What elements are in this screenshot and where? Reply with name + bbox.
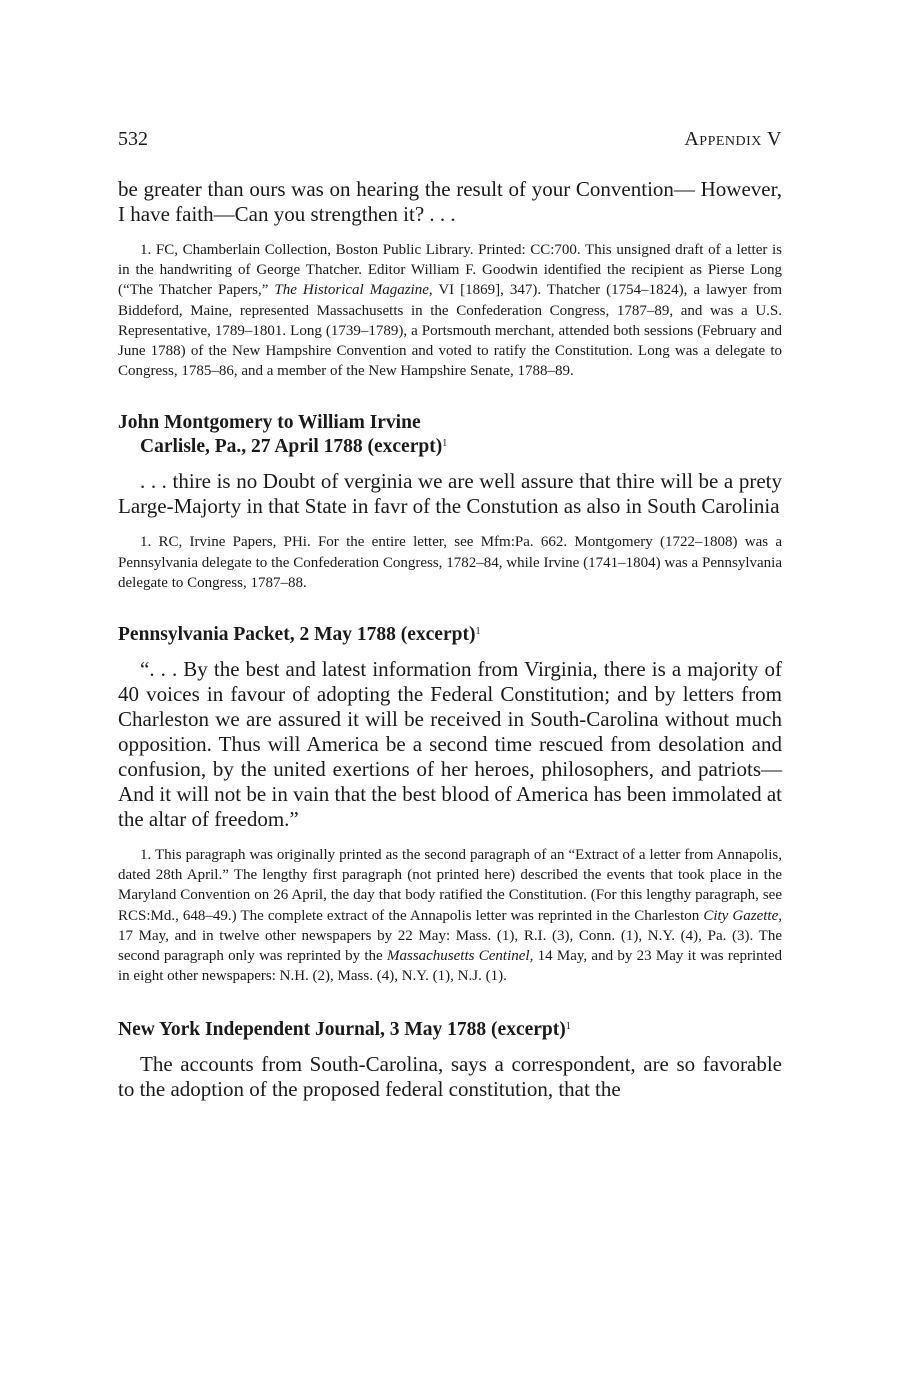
nyij-excerpt: The accounts from South-Carolina, says a correspondent, are so favorable to the adoption of the proposed federal constitution, that the [118,1052,782,1102]
footnote-montgomery: 1. RC, Irvine Papers, PHi. For the entire letter, see Mfm:Pa. 662. Montgomery (1722–1808) was a Pennsylvania delegate to the Confederation Congress, 1782–84, while Irvine (1741–1804) was a Pennsylvania delegate to Congress, 1787–88. [118,534,782,591]
footnote-italic: The Historical Magazine, [274,282,433,299]
footnote-packet [118,845,782,986]
heading-line-2: Carlisle, Pa., 27 April 1788 (excerpt)$^1$ [140,436,448,458]
running-title: Appendix V [684,128,782,150]
page-number: 532 [118,128,148,150]
footnote-marker: 1 [475,626,481,638]
continuation-text: be greater than ours was on hearing the result of your Convention— However, I have faith—Can you strengthen it? . . . [118,177,782,226]
footnote-text: 1. This paragraph was originally printed as the second paragraph of an “Extract of a letter from Annapolis, dated 28th April.” The lengthy first paragraph (not printed here) described the events that took place in the Maryland Convention on 26 April, the day that body ratified the Constitution. (For this lengthy paragraph, see RCS:Md., 648–49.) The complete extract of the Annapolis letter was reprinted in the Charleston [118,847,782,924]
packet-excerpt: “. . . By the best and latest information from Virginia, there is a majority of 40 voices in favour of adopting the Federal Constitution; and by letters from Charleston we are assured it will be received in South-Carolina without much opposition. Thus will America be a second time rescued from desolation and confusion, by the united exertions of her heroes, philosophers, and patriots—And it will not be in vain that the best blood of America has been immolated at the altar of freedom.” [118,657,782,832]
heading-new-york-independent-journal: New York Independent Journal, 3 May 1788 (excerpt)$^1$ [118,1019,571,1041]
footnote-marker: 1 [442,438,448,450]
heading-pennsylvania-packet: Pennsylvania Packet, 2 May 1788 (excerpt)$^1$ [118,624,481,646]
heading-montgomery [118,411,782,459]
page [118,128,782,1102]
footnote-text: 14 May, and by 23 May it was reprinted in eight other newspapers: N.H. (2), Mass. (4), N.Y. (1), N.J. (1). [118,948,782,985]
footnote-marker: 1 [565,1021,571,1033]
running-head [118,128,782,158]
footnote-italic: City Gazette, [703,907,782,924]
heading-line-1: John Montgomery to William Irvine [118,412,421,434]
footnote-text: 1. FC, Chamberlain Collection, Boston Public Library. Printed: CC:700. This unsigned draft of a letter is in the handwriting of George Thatcher. Editor William F. Goodwin identified the recipient as Pierse Long (“The Thatcher Papers,” [118,242,782,299]
montgomery-excerpt: . . . thire is no Doubt of verginia we are well assure that thire will be a prety Large-Majorty in that State in favr of the Constution as also in South Carolinia [118,469,782,519]
footnote-text: 17 May, and in twelve other newspapers by 22 May: Mass. (1), R.I. (3), Conn. (1), N.Y. (4), Pa. (3). The second paragraph only was reprinted by the [118,927,782,965]
footnote-thatcher [118,240,782,381]
footnote-text: VI [1869], 347). Thatcher (1754–1824), a lawyer from Biddeford, Maine, represented Massachusetts in the Confederation Congress, 1787–89, and was a U.S. Representative, 1789–1801. Long (1739–1789), a Portsmouth merchant, attended both sessions (February and June 1788) of the New Hampshire Convention and voted to ratify the Constitution. Long was a delegate to Congress, 1785–86, and a member of the New Hampshire Senate, 1788–89. [118,282,783,380]
footnote-italic: Massachusetts Centinel, [386,948,534,965]
